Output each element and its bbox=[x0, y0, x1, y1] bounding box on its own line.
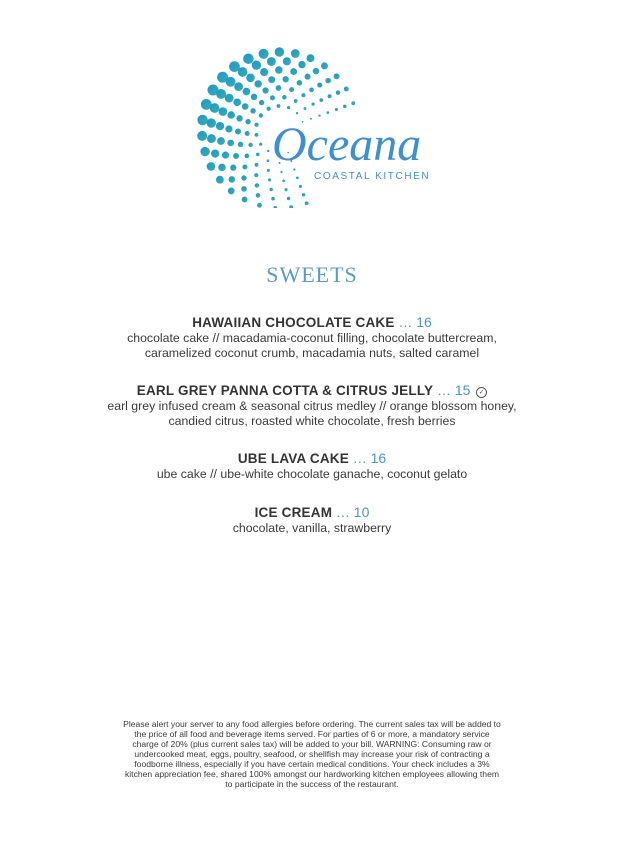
wave-dot bbox=[197, 131, 207, 141]
wave-dot bbox=[296, 177, 299, 180]
menu-item bbox=[0, 314, 624, 360]
menu-item bbox=[0, 382, 624, 428]
wave-dot bbox=[302, 193, 305, 196]
footer-line: foodborne illness, especially if you have certain medical conditions. Your check includes a 3% bbox=[134, 759, 490, 769]
wave-dot bbox=[233, 98, 241, 106]
wave-dot bbox=[245, 119, 250, 124]
item-desc-line: candied citrus, roasted white chocolate, fresh berries bbox=[168, 413, 456, 428]
wave-dot bbox=[241, 175, 246, 180]
wave-dot bbox=[289, 87, 294, 92]
wave-dot bbox=[210, 103, 220, 113]
item-desc-line: chocolate, vanilla, strawberry bbox=[232, 520, 392, 535]
wave-dot bbox=[344, 87, 349, 92]
wave-dot bbox=[287, 106, 290, 109]
wave-dot bbox=[351, 101, 355, 105]
wave-dot bbox=[254, 123, 258, 127]
wave-dot bbox=[235, 128, 241, 134]
wave-dot bbox=[200, 147, 209, 156]
wave-dot bbox=[211, 149, 219, 157]
wave-dot bbox=[257, 203, 262, 208]
wave-dot bbox=[275, 66, 283, 74]
wave-dot bbox=[222, 152, 229, 159]
item-name: EARL GREY PANNA COTTA & CITRUS JELLY bbox=[136, 383, 434, 398]
wave-dot bbox=[305, 74, 311, 80]
wave-dot bbox=[325, 78, 331, 84]
wave-dot bbox=[260, 68, 268, 76]
wave-dot bbox=[270, 188, 273, 191]
wave-dot bbox=[238, 67, 248, 77]
wave-dot bbox=[318, 114, 320, 116]
item-desc-line: chocolate cake // macadamia-coconut filling, chocolate buttercream, bbox=[127, 331, 497, 345]
wave-dot bbox=[225, 125, 232, 132]
wave-dot bbox=[226, 77, 236, 87]
wave-dot bbox=[242, 103, 249, 110]
wave-dot bbox=[328, 94, 332, 98]
wave-dot bbox=[336, 90, 341, 95]
wave-dot bbox=[259, 113, 263, 117]
item-name: UBE LAVA CAKE bbox=[237, 451, 349, 466]
item-name: ICE CREAM bbox=[254, 504, 333, 520]
wave-dot bbox=[207, 118, 216, 127]
wave-dot bbox=[307, 54, 315, 62]
wave-dot bbox=[233, 153, 239, 159]
wave-dot bbox=[227, 111, 235, 119]
section-title: SWEETS bbox=[266, 262, 358, 287]
footer-line: charge of 20% (plus current sales tax) will be added to your bill. WARNING: Consuming raw or bbox=[132, 739, 492, 749]
item-price: … 16 bbox=[352, 450, 387, 466]
wave-dot bbox=[343, 105, 346, 108]
wave-dot bbox=[321, 62, 328, 69]
wave-dot bbox=[248, 143, 252, 147]
footer-line: to participate in the success of the restaurant. bbox=[225, 779, 399, 789]
wave-dot bbox=[309, 88, 314, 93]
wave-dot bbox=[296, 112, 298, 114]
brand-name: Oceana bbox=[272, 118, 422, 171]
wave-dot bbox=[256, 153, 260, 157]
wave-dot bbox=[207, 134, 216, 143]
item-desc-line: earl grey infused cream & seasonal citrus medley // orange blossom honey, bbox=[107, 399, 517, 413]
wave-dot bbox=[251, 94, 258, 101]
wave-dot bbox=[259, 143, 262, 146]
wave-dot bbox=[255, 163, 259, 167]
wave-dot bbox=[267, 150, 269, 152]
wave-dot bbox=[255, 183, 259, 187]
wave-dot bbox=[283, 76, 289, 82]
item-price: … 16 bbox=[398, 314, 432, 330]
wave-dot bbox=[243, 88, 251, 96]
wave-dot bbox=[275, 47, 284, 56]
brand-tagline: COASTAL KITCHEN bbox=[314, 171, 430, 182]
wave-dot bbox=[218, 164, 225, 171]
wave-dot bbox=[294, 99, 298, 103]
wave-dot bbox=[271, 197, 275, 201]
footer-line: undercooked meat, eggs, poultry, seafood, or shellfish may increase your risk of contracting a bbox=[134, 749, 490, 759]
wave-dot bbox=[217, 137, 225, 145]
wave-dot bbox=[297, 80, 303, 86]
wave-dot bbox=[219, 107, 228, 116]
wave-dot bbox=[267, 159, 270, 162]
wave-dot bbox=[282, 180, 285, 183]
wave-dot bbox=[327, 111, 330, 114]
wave-dot bbox=[255, 80, 262, 87]
wave-dot bbox=[298, 61, 305, 68]
wave-dot bbox=[267, 169, 270, 172]
wave-dot bbox=[259, 49, 269, 59]
menu-item bbox=[0, 450, 624, 482]
wave-dot bbox=[301, 93, 305, 97]
wave-dot bbox=[242, 197, 248, 203]
wave-dot bbox=[334, 73, 340, 79]
oceana-logo bbox=[180, 38, 430, 208]
wave-dot bbox=[227, 140, 234, 147]
wave-dot bbox=[256, 193, 261, 198]
footer-line: the price of all food and beverage items served. For parties of 6 or more, a mandatory service bbox=[134, 729, 490, 739]
wave-dot bbox=[216, 122, 224, 130]
wave-dot bbox=[234, 82, 243, 91]
wave-dot bbox=[254, 173, 258, 177]
wave-dot bbox=[289, 205, 293, 208]
menu-item bbox=[0, 504, 624, 536]
wave-dot bbox=[283, 57, 291, 65]
wave-dot bbox=[287, 197, 290, 200]
wave-dot bbox=[216, 176, 224, 184]
footer-line: Please alert your server to any food allergies before ordering. The current sales tax will be added to bbox=[123, 719, 501, 729]
footer-line: kitchen appreciation fee, shared 100% amongst our hardworking kitchen employees allowing them bbox=[124, 769, 500, 779]
wave-dot bbox=[268, 178, 271, 181]
wave-dot bbox=[238, 142, 244, 148]
wave-dot bbox=[319, 98, 323, 102]
item-price: … 15 bbox=[437, 382, 471, 398]
item-name: HAWAIIAN CHOCOLATE CAKE bbox=[192, 315, 395, 330]
wave-dot bbox=[290, 68, 297, 75]
wave-dot bbox=[230, 165, 236, 171]
wave-dot bbox=[246, 74, 255, 83]
wave-dot bbox=[236, 115, 242, 121]
wave-dot bbox=[241, 186, 247, 192]
gluten-free-icon: ✓ bbox=[476, 387, 487, 398]
wave-dot bbox=[276, 85, 282, 91]
menu-list bbox=[0, 314, 624, 557]
wave-dot bbox=[216, 89, 226, 99]
wave-dot bbox=[250, 108, 256, 114]
wave-dot bbox=[245, 131, 250, 136]
wave-dot bbox=[255, 133, 259, 137]
wave-dot bbox=[282, 95, 286, 99]
wave-dot bbox=[268, 76, 275, 83]
wave-dot bbox=[304, 107, 307, 110]
wave-dot bbox=[270, 95, 275, 100]
footer-disclaimer bbox=[85, 719, 539, 789]
wave-dot bbox=[262, 87, 268, 93]
wave-dot bbox=[305, 201, 309, 205]
wave-dot bbox=[285, 188, 288, 191]
wave-dot bbox=[313, 68, 320, 75]
item-desc-line: caramelized coconut crumb, macadamia nuts, salted caramel bbox=[144, 345, 480, 360]
wave-dot bbox=[252, 61, 261, 70]
wave-dot bbox=[207, 162, 216, 171]
wave-dot bbox=[197, 115, 207, 125]
wave-dot bbox=[229, 176, 236, 183]
wave-dot bbox=[267, 57, 276, 66]
wave-dot bbox=[280, 171, 282, 173]
wave-dot bbox=[291, 49, 300, 58]
wave-dot bbox=[267, 107, 271, 111]
wave-dot bbox=[243, 53, 254, 64]
wave-dot bbox=[273, 206, 277, 208]
wave-dot bbox=[277, 104, 281, 108]
item-price: … 10 bbox=[335, 503, 370, 520]
wave-dot bbox=[228, 187, 235, 194]
wave-dot bbox=[299, 185, 302, 188]
wave-dot bbox=[245, 154, 250, 159]
item-desc-line: ube cake // ube-white chocolate ganache, coconut gelato bbox=[156, 467, 468, 481]
wave-dot bbox=[311, 102, 314, 105]
wave-dot bbox=[242, 164, 247, 169]
wave-dot bbox=[335, 108, 338, 111]
wave-dot bbox=[317, 83, 322, 88]
wave-dot bbox=[225, 94, 234, 103]
wave-dot bbox=[259, 100, 264, 105]
